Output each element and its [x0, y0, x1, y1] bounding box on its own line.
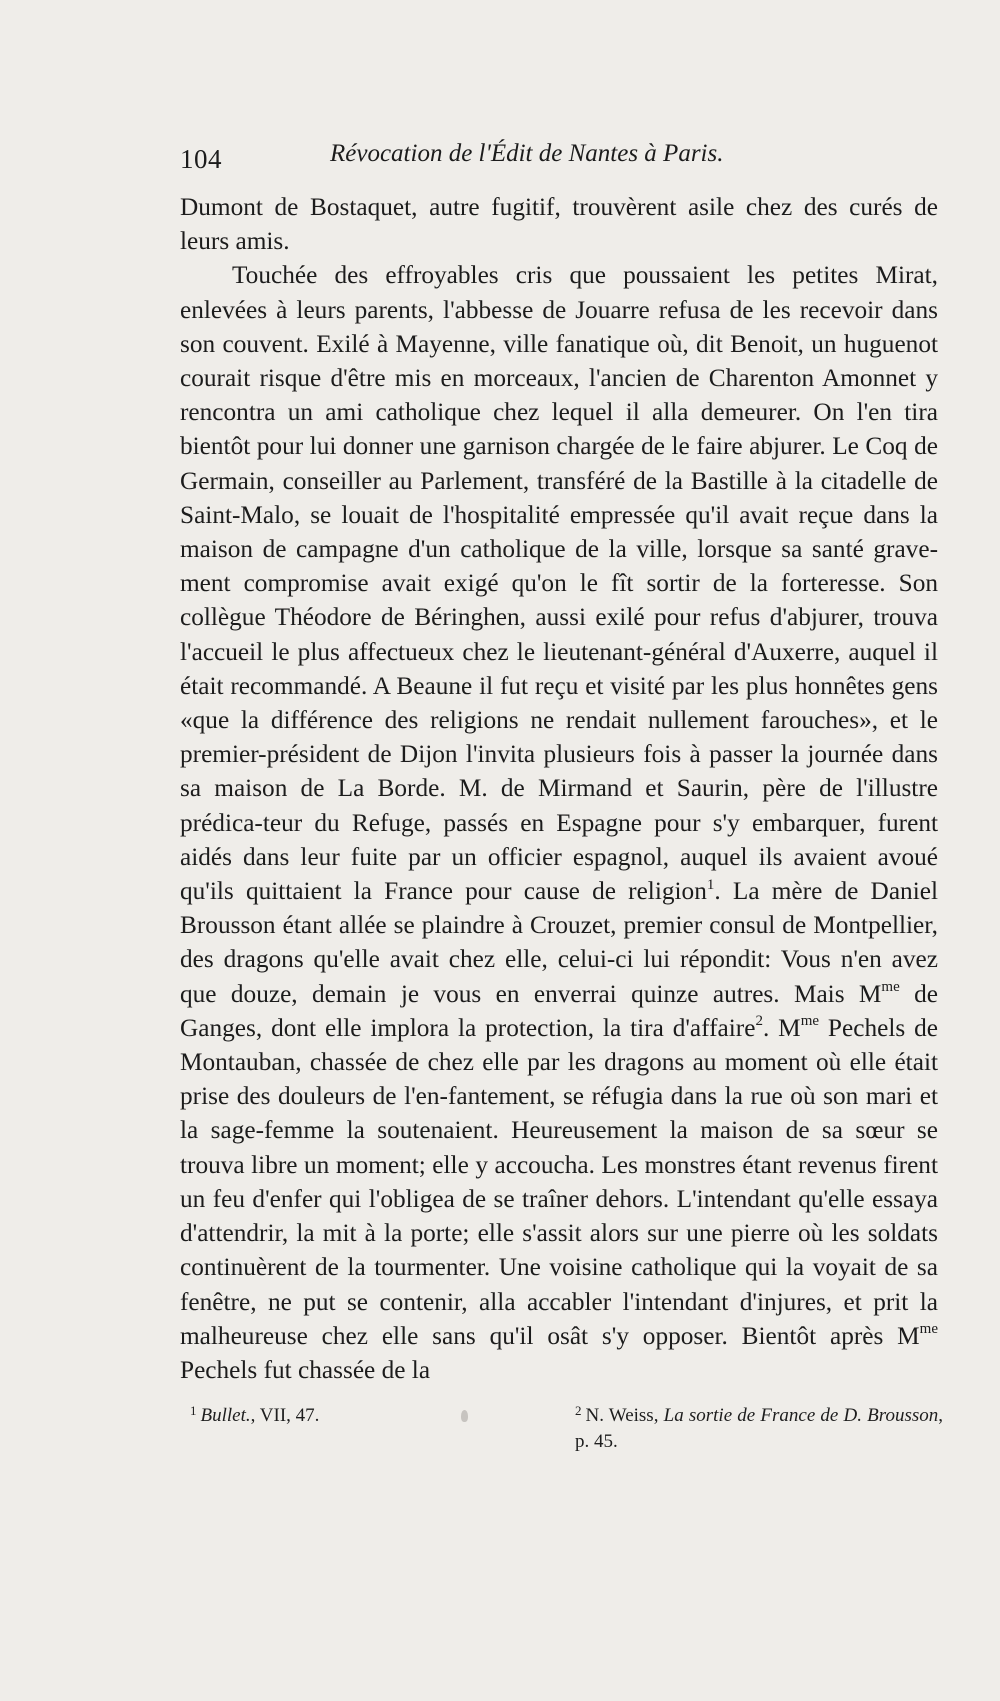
footnote-2-title: La sortie de France de D. Brousson	[663, 1405, 939, 1426]
footnote-2-mark: 2	[575, 1403, 582, 1418]
paragraph-2-text-a: Touchée des effroyables cris que poussaient les petites Mirat, enlevées à leurs parents, l'abbesse de Jouarre refusa de les recevoir dans son couvent. Exilé à Mayenne, ville fanatique où, dit Benoit, un huguenot courait risque d'être mis en morceaux, l'ancien de Charenton Amonnet y rencontra un ami catholique chez lequel il alla demeurer. On l'en tira bientôt pour lui donner une garnison chargée de le faire abjurer. Le Coq de Germain, conseiller au Parlement, transféré de la Bastille à la citadelle de Saint-Malo, se louait de l'hospitalité empressée qu'il avait reçue dans la maison de campagne d'un catholique de la ville, lorsque sa santé grave-ment compromise avait exigé qu'on le fît sortir de la forteresse. Son collègue Théodore de Béringhen, aussi exilé pour refus d'abjurer, trouva l'accueil le plus affectueux chez le lieutenant-général d'Auxerre, auquel il était recommandé. A Beaune il fut reçu et visité par les plus honnêtes gens «que la différence des religions ne rendait nullement farouches», et le premier-président de Dijon l'invita plusieurs fois à passer la journée dans sa maison de La Borde. M. de Mirmand et Saurin, père de l'illustre prédica-teur du Refuge, passés en Espagne pour s'y embarquer, furent aidés dans leur fuite par un officier espagnol, auquel ils avaient avoué qu'ils quittaient la France pour cause de religion	[180, 261, 938, 906]
ink-smudge	[461, 1410, 468, 1422]
footnote-2-author: N. Weiss,	[585, 1405, 664, 1426]
page-header	[180, 140, 940, 180]
footnote-1-mark: 1	[190, 1403, 197, 1418]
paragraph-1-text: Dumont de Bostaquet, autre fugitif, trouvèrent asile chez des curés de leurs amis.	[180, 193, 938, 256]
paragraph-2-text-e: Pechels de Montauban, chassée de chez elle par les dragons au moment où elle était prise des douleurs de l'en-fantement, se réfugia dans la rue où son mari et la sage-femme la soutenaient. Heureusement la maison de sa sœur se trouva libre un moment; elle y accoucha. Les monstres étant revenus firent un feu d'enfer qui l'obligea de se traîner dehors. L'intendant qu'elle essaya d'attendrir, la mit à la porte; elle s'assit alors sur une pierre où les soldats continuèrent de la tourmenter. Une voisine catholique qui la voyait de sa fenêtre, ne put se contenir, alla accabler l'intendant d'injures, et prit la malheureuse chez elle sans qu'il osât s'y opposer. Bientôt après M	[180, 1013, 938, 1350]
superscript-me: me	[881, 979, 900, 996]
footnote-1-rest: , VII, 47.	[250, 1405, 320, 1426]
paragraph-continued	[180, 190, 938, 258]
superscript-me: me	[800, 1013, 820, 1030]
footnote-ref-1: 1	[706, 876, 715, 893]
paragraph-2-text-c: de Ganges, dont elle implora la protection, la tira d'affaire	[180, 979, 938, 1042]
footnote-1	[190, 1403, 450, 1429]
footnote-ref-2: 2	[755, 1013, 763, 1030]
main-text	[180, 190, 938, 1387]
paragraph-2-text-b: . La mère de Daniel Brousson étant allée se plaindre à Crouzet, premier consul de Montpellier, des dragons qu'elle avait chez elle, celui-ci lui répondit: Vous n'en avez que douze, demain je vous en enverrai quinze autres. Mais M	[180, 877, 938, 1008]
paragraph-2-text-d: . M	[762, 1013, 801, 1042]
footnote-2	[575, 1403, 943, 1454]
paragraph-main	[180, 258, 938, 1387]
superscript-me: me	[919, 1321, 938, 1338]
running-title: Révocation de l'Édit de Nantes à Paris.	[330, 140, 724, 167]
footnote-2-rest: , p. 45.	[575, 1405, 943, 1452]
page-number: 104	[180, 144, 222, 174]
footnote-1-source: Bullet.	[200, 1405, 251, 1426]
paragraph-2-text-f: Pechels fut chassée de la	[180, 1355, 431, 1384]
